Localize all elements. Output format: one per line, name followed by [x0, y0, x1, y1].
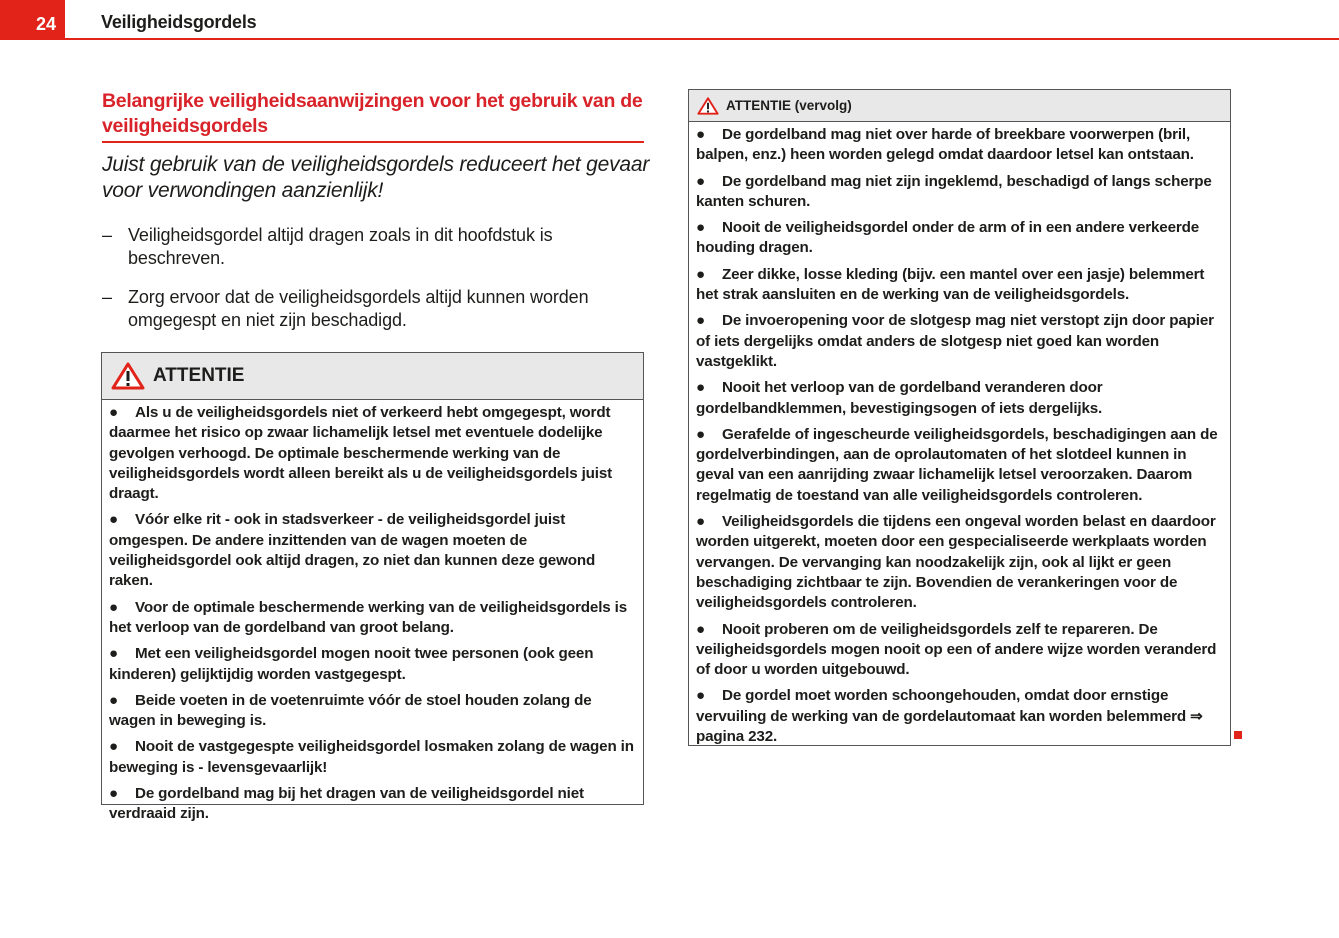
list-item-text: Veiligheidsgordel altijd dragen zoals in dit hoofdstuk is beschreven. [128, 225, 553, 268]
warning-box-continued [688, 89, 1231, 746]
warning-triangle-icon [697, 97, 719, 115]
warning-item: ● Nooit de veiligheidsgordel onder de arm of in een andere verkeerde houding dragen. [696, 219, 1200, 257]
warning-item: ● Nooit de vastgegespte veiligheidsgordel losmaken zolang de wagen in beweging is - levensgevaarlijk! [109, 738, 634, 776]
bullet-icon: ● [109, 598, 119, 616]
warning-item: ● Beide voeten in de voetenruimte vóór de stoel houden zolang de wagen in beweging is. [109, 691, 592, 730]
warning-triangle-icon [111, 362, 145, 390]
warning-item: ● De gordelband mag niet zijn ingeklemd, beschadigd of langs scherpe kanten schuren. [696, 172, 1212, 210]
warning-item: ● Veiligheidsgordels die tijdens een ongeval worden belast en daardoor worden uitgerekt, moeten door een gespecialiseerde werkplaats worden vervangen. De vervanging kan noodzakelijk zijn, ook al lijkt er geen beschadiging zichtbaar te zijn. Bovendien de verankeringen voor de veiligheidsgordels controleren. [696, 513, 1216, 612]
instruction-list [102, 224, 647, 348]
warning-item: ● De gordel moet worden schoongehouden, omdat door ernstige vervuiling de werking van de gordelautomaat kan worden belemmerd ⇒ pagina 232. [696, 687, 1203, 746]
warning-item: ● Nooit het verloop van de gordelband veranderen door gordelbandklemmen, bevestigingsogen of iets dergelijks. [696, 379, 1103, 417]
bullet-icon: ● [696, 620, 706, 638]
dash-marker: – [102, 287, 112, 307]
bullet-icon: ● [696, 513, 706, 531]
warning-list [689, 122, 1230, 747]
section-rule [102, 141, 644, 143]
bullet-icon: ● [109, 645, 119, 663]
page-number: 24 [0, 0, 65, 40]
warning-title: ATTENTIE (vervolg) [726, 98, 852, 113]
list-item [102, 286, 647, 332]
warning-item: ● Met een veiligheidsgordel mogen nooit twee personen (ook geen kinderen) gelijktijdig worden vastgegespt. [109, 645, 594, 683]
page-reference-link[interactable]: ⇒ pagina 232. [696, 707, 1203, 746]
bullet-icon: ● [109, 691, 119, 709]
warning-item: ● Gerafelde of ingescheurde veiligheidsgordels, beschadigingen aan de gordelverbindingen, aan de oprolautomaten of het slotdeel kunnen in geval van een aanrijding zwaar lichamelijk letsel veroorzaken. Daarom regelmatig de toestand van alle veiligheidsgordels controleren. [696, 425, 1218, 504]
bullet-icon: ● [109, 404, 119, 421]
warning-item: ● De invoeropening voor de slotgesp mag niet verstopt zijn door papier of iets dergelijks omdat anders de slotgesp niet goed kan worden vastgeklikt. [696, 312, 1214, 370]
warning-item: ● Als u de veiligheidsgordels niet of verkeerd hebt omgegespt, wordt daarmee het risico op zwaar lichamelijk letsel met eventuele dodelijke gevolgen verhoogd. De optimale beschermende werking van de veiligheidsgordels wordt alleen bereikt als u de veiligheidsgordels juist draagt. [109, 404, 613, 503]
bullet-icon: ● [696, 425, 706, 443]
bullet-icon: ● [109, 511, 119, 529]
bullet-icon: ● [696, 172, 706, 190]
warning-item: ● Nooit proberen om de veiligheidsgordels zelf te repareren. De veiligheidsgordels mogen nooit op een of andere wijze worden veranderd of door u worden uitgebouwd. [696, 620, 1217, 679]
bullet-icon: ● [109, 738, 119, 756]
header-rule [65, 38, 1339, 40]
bullet-icon: ● [696, 219, 706, 237]
warning-box [101, 352, 644, 823]
bullet-icon: ● [696, 126, 706, 143]
bullet-icon: ● [696, 687, 706, 705]
warning-header [102, 353, 643, 400]
bullet-icon: ● [696, 379, 706, 397]
list-item-text: Zorg ervoor dat de veiligheidsgordels altijd kunnen worden omgegespt en niet zijn beschadigd. [128, 287, 589, 330]
bullet-icon: ● [696, 265, 706, 283]
bullet-icon: ● [696, 312, 706, 330]
section-intro: Juist gebruik van de veiligheidsgordels reduceert het gevaar voor verwondingen aanzienlijk! [102, 153, 650, 202]
warning-list [102, 400, 643, 825]
list-item [102, 224, 647, 270]
warning-title: ATTENTIE [153, 365, 245, 386]
bullet-icon: ● [109, 785, 119, 803]
chapter-title: Veiligheidsgordels [101, 12, 257, 32]
warning-item: ● Voor de optimale beschermende werking van de veiligheidsgordels is het verloop van de gordelband van groot belang. [109, 598, 627, 636]
warning-item: ● De gordelband mag niet over harde of breekbare voorwerpen (bril, balpen, enz.) heen worden gelegd omdat daardoor letsel kan ontstaan. [696, 126, 1194, 164]
dash-marker: – [102, 225, 112, 245]
warning-item: ● De gordelband mag bij het dragen van de veiligheidsgordel niet verdraaid zijn. [109, 785, 584, 823]
section-title: Belangrijke veiligheidsaanwijzingen voor het gebruik van de veiligheidsgordels [102, 90, 643, 137]
warning-header [689, 90, 1230, 122]
warning-item: ● Vóór elke rit - ook in stadsverkeer - de veiligheidsgordel juist omgespen. De andere inzittenden van de wagen moeten de veiligheidsgordel ook altijd dragen, zo niet dan kunnen deze gewond raken. [109, 511, 596, 590]
section-end-marker [1234, 731, 1242, 739]
warning-item: ● Zeer dikke, losse kleding (bijv. een mantel over een jasje) belemmert het strak aansluiten en de werking van de veiligheidsgordels. [696, 265, 1205, 304]
